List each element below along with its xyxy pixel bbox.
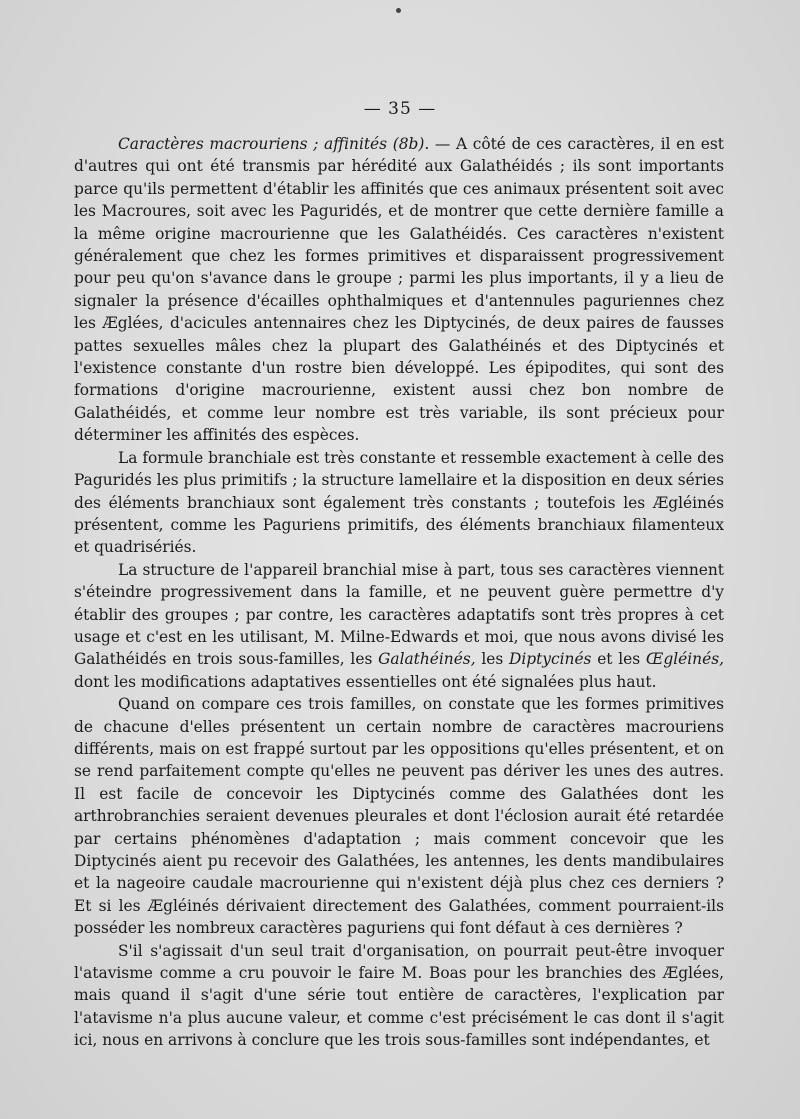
page-number: — 35 —	[363, 99, 437, 119]
paragraph-3-text-d: dont les modifications adaptatives essentielles ont été signalées plus haut.	[74, 672, 657, 691]
paragraph-5: S'il s'agissait d'un seul trait d'organisation, on pourrait peut-être invoquer l'atavisme comme a cru pouvoir le faire M. Boas pour les branchies des Æglées, mais quand il s'agit d'une série tout entière de caractères, l'explication par l'atavisme n'a plus aucune valeur, et comme c'est précisément le cas dont il s'agit ici, nous en arrivons à conclure que les trois sous-familles sont indépendantes, et	[74, 941, 724, 1050]
taxon-diptycines: Diptycinés	[509, 650, 592, 669]
section-heading-italic: Caractères macrouriens ; affinités (8b).	[118, 135, 430, 153]
paragraph-3	[74, 559, 724, 693]
paragraph-1-text: — A côté de ces caractères, il en est d'autres qui ont été transmis par hérédité aux Galathéidés ; ils sont importants parce qu'ils permettent d'établir les affinités que ces animaux présentent soit avec les Macroures, soit avec les Paguridés, et de montrer que cette dernière famille a la même origine macrourienne que les Galathéidés. Ces caractères n'existent généralement que chez les formes primitives et disparaissent progressivement pour peu qu'on s'avance dans le groupe ; parmi les plus importants, il y a lieu de signaler la présence d'écailles ophthalmiques et d'antennules paguriennes chez les Æglées, d'acicules antennaires chez les Diptycinés, de deux paires de fausses pattes sexuelles mâles chez la plupart des Galathéinés et des Diptycinés et l'existence constante d'un rostre bien développé. Les épipodites, qui sont des formations d'origine macrourienne, existent aussi chez bon nombre de Galathéidés, et comme leur nombre est très variable, ils sont précieux pour déterminer les affinités des espèces.	[74, 135, 724, 445]
paragraph-3-text-a: La structure de l'appareil branchial mise à part, tous ses caractères viennent s'éteindre progressivement dans la famille, et ne peuvent guère permettre d'y établir des groupes ; par contre, les caractères adaptatifs sont très propres à cet usage et c'est en les utilisant, M. Milne-Edwards et moi, que nous avons divisé les Galathéidés en trois sous-familles, les	[74, 560, 724, 669]
paragraph-2: La formule branchiale est très constante et ressemble exactement à celle des Paguridés les plus primitifs ; la structure lamellaire et la disposition en deux séries des éléments branchiaux sont également très constants ; toutefois les Ægléinés présentent, comme les Paguriens primitifs, des éléments branchiaux filamenteux et quadrisériés.	[74, 448, 724, 557]
paragraph-3-text-c: et les	[591, 650, 646, 669]
paragraph-1	[74, 133, 724, 447]
ink-speck	[396, 8, 401, 13]
taxon-galatheines: Galathéinés,	[378, 650, 476, 669]
taxon-oegleines: Œgléinés,	[645, 650, 724, 669]
body-text	[74, 133, 724, 1052]
paragraph-3-text-b: les	[475, 650, 509, 669]
paragraph-4: Quand on compare ces trois familles, on constate que les formes primitives de chacune d'elles présentent un certain nombre de caractères macrouriens différents, mais on est frappé surtout par les oppositions qu'elles présentent, et on se rend parfaitement compte qu'elles ne peuvent pas dériver les unes des autres. Il est facile de concevoir les Diptycinés comme des Galathées dont les arthrobranchies seraient devenues pleurales et dont l'éclosion aurait été retardée par certains phénomènes d'adaptation ; mais comment concevoir que les Diptycinés aient pu recevoir des Galathées, les antennes, les dents mandibulaires et la nageoire caudale macrourienne qui n'existent déjà plus chez ces derniers ? Et si les Ægléinés dérivaient directement des Galathées, comment pourraient-ils posséder les nombreux caractères paguriens qui font défaut à ces dernières ?	[74, 695, 724, 938]
